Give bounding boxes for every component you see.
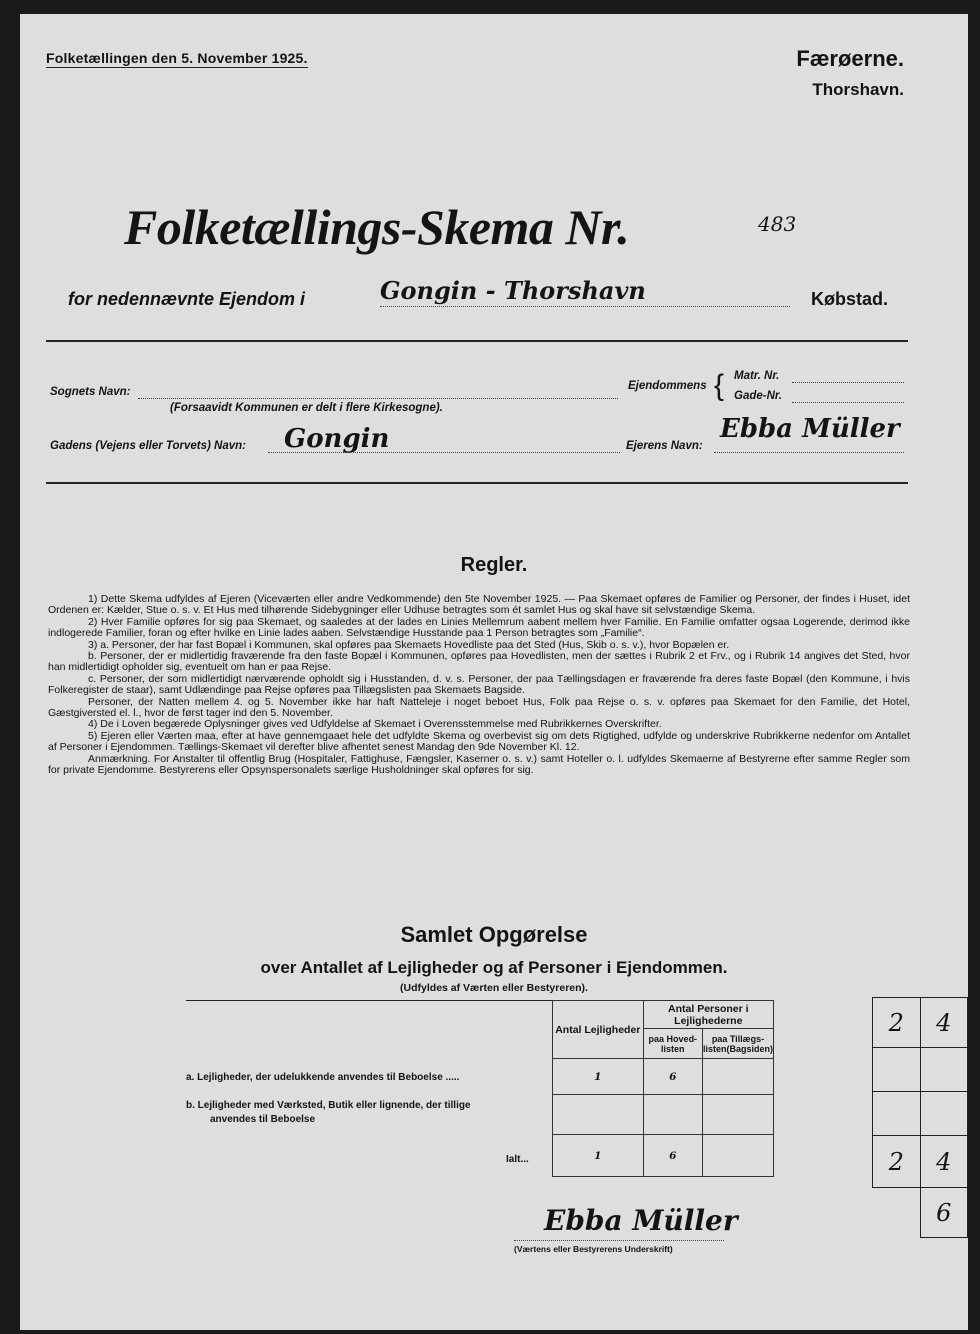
rule-paragraph: Anmærkning. For Anstalter til offentlig Brug (Hospitaler, Fattighuse, Fængsler, Kaserner o. s. v.) samt Hoteller o. l. udfyldes Skemaerne af Bestyrerne efter samme Regler som for private Ejendomme. Bestyrerens eller Opsynspersonalets særlige Husholdninger skal opføres for sig. [48, 752, 910, 777]
total-tillaeg-cell[interactable] [703, 1135, 774, 1177]
summary-table [552, 1000, 774, 1177]
rule-paragraph: 2) Hver Familie opføres for sig paa Skemaet, og saaledes at der lades en Linies Mellemrum aabent mellem hver Familie. En Familie omfatter ogsaa Logerende, derimod ikke indlogerede Familier, foran og efter hvilke en Linie lades aaben. Selvstændige Husstande paa 1 Person betragtes som „Familie“. [48, 615, 910, 640]
divider-top [46, 340, 908, 342]
street-value: Gongin [284, 424, 390, 454]
tally-r3c2 [920, 1092, 968, 1136]
rule-paragraph: 5) Ejeren eller Værten maa, efter at have gennemgaaet hele det udfyldte Skema og overbevist sig om dets Rigtighed, udfylde og underskrive Rubrikkerne nedenfor om Antallet af Personer i Ejendommen. Tællings-Skemaet vil derefter blive afhentet senest Mandag den 9de November Kl. 12. [48, 729, 910, 754]
rule-paragraph: 3) a. Personer, der har fast Bopæl i Kommunen, skal opføres paa Skemaets Hovedliste paa det Sted (Hus, Skib o. s. v.), hvor Bopælen er. [88, 638, 730, 651]
b-tillaeg-cell[interactable] [703, 1095, 774, 1135]
property-place: Gongin - Thorshavn [380, 276, 646, 305]
kobstad-label: Købstad. [810, 289, 888, 309]
col-antal-header: Antal Lejligheder [553, 1001, 644, 1059]
matr-field[interactable] [792, 382, 904, 383]
divider-mid [46, 482, 908, 484]
summary-note: (Udfyldes af Værten eller Bestyreren). [400, 982, 588, 994]
col-personer-header: Antal Personer i Lejlighederne [643, 1001, 773, 1029]
form-title: Folketællings-Skema Nr. [124, 199, 630, 255]
a-hoved-cell[interactable]: 6 [643, 1059, 702, 1095]
parish-label: Sognets Navn: [50, 386, 131, 398]
rules-text [48, 594, 910, 777]
street-label: Gadens (Vejens eller Torvets) Navn: [50, 440, 246, 452]
tally-r5c1 [873, 1188, 921, 1238]
b-hoved-cell[interactable] [643, 1095, 702, 1135]
parish-note: (Forsaavidt Kommunen er delt i flere Kirkesogne). [170, 402, 443, 414]
signature-line [514, 1240, 724, 1241]
owner-field[interactable] [714, 452, 904, 453]
row-a-label: a. Lejligheder, der udelukkende anvendes til Beboelse ..... [186, 1072, 460, 1083]
tally-r4c2: 4 [920, 1136, 968, 1188]
parish-field[interactable] [138, 398, 618, 399]
row-b-label: b. Lejligheder med Værksted, Butik eller lignende, der tillige [186, 1100, 471, 1111]
signature: Ebba Müller [544, 1204, 738, 1237]
a-antal-cell[interactable]: 1 [553, 1059, 644, 1095]
owner-label: Ejerens Navn: [626, 440, 703, 452]
tally-r4c1: 2 [873, 1136, 921, 1188]
gade-label: Gade-Nr. [734, 390, 782, 402]
row-b-label-cont: anvendes til Beboelse [210, 1114, 316, 1125]
signature-caption: (Værtens eller Bestyrerens Underskrift) [514, 1244, 673, 1254]
rule-paragraph: b. Personer, der er midlertidig fraværende fra den faste Bopæl i Kommunen, opføres paa Hovedlisten, men der sættes i Rubrik 2 et Frv., og i Rubrik 14 angives det Sted, hvor han midlertidigt opholder sig, eventuelt om han er paa Rejse. [48, 650, 910, 674]
b-antal-cell[interactable] [553, 1095, 644, 1135]
street-field[interactable] [268, 452, 620, 453]
census-date-header: Folketællingen den 5. November 1925. [46, 50, 308, 66]
owner-value: Ebba Müller [720, 414, 900, 444]
brace: { [714, 369, 725, 402]
tally-r2c2 [920, 1048, 968, 1092]
rule-paragraph: 1) Dette Skema udfyldes af Ejeren (Viceværten eller andre Vedkommende) den 5te November 1925. — Paa Skemaet opføres de Familier og Personer, der findes i Huset, idet Ordenen er: Kælder, Stue o. s. v. Et Hus med tilhørende Sidebygninger eller Udhuse betragtes som ét samlet Hus og skal have sit selvstændige Skema. [48, 593, 910, 617]
region-label: Færøerne. [796, 46, 904, 71]
form-number: 483 [758, 212, 797, 236]
col-tillaeg-header: paa Tillægs-listen(Bagsiden) [703, 1029, 774, 1059]
total-antal-cell[interactable]: 1 [553, 1135, 644, 1177]
tally-r1c2: 4 [920, 998, 968, 1048]
town-label: Thorshavn. [812, 80, 904, 99]
matr-label: Matr. Nr. [734, 370, 780, 382]
summary-subtitle: over Antallet af Lejligheder og af Personer i Ejendommen. [260, 958, 728, 977]
tally-r2c1 [873, 1048, 921, 1092]
total-hoved-cell[interactable]: 6 [643, 1135, 702, 1177]
row-total-label: Ialt... [506, 1154, 529, 1165]
gade-field[interactable] [792, 402, 904, 403]
rule-paragraph: 4) De i Loven begærede Oplysninger gives ved Udfyldelse af Skemaet i Overensstemmelse med Rubrikkernes Overskrifter. [88, 718, 662, 731]
property-label: Ejendommens [628, 380, 707, 392]
a-tillaeg-cell[interactable] [703, 1059, 774, 1095]
margin-tally-box [872, 997, 968, 1238]
property-line-label: for nedennævnte Ejendom i [68, 289, 306, 309]
tally-r3c1 [873, 1092, 921, 1136]
summary-title: Samlet Opgørelse [400, 922, 588, 947]
census-form [20, 14, 968, 1330]
tally-r5c2: 6 [920, 1188, 968, 1238]
rules-heading: Regler. [460, 554, 528, 576]
col-hoved-header: paa Hoved-listen [643, 1029, 702, 1059]
rule-paragraph: Personer, der Natten mellem 4. og 5. November ikke har haft Natteleje i noget beboet Hus, Folk paa Rejse o. s. v. opføres paa Skemaet for den Familie, det Hotel, Gæstgiversted el. l., hvor de først tager ind den 5. November. [48, 695, 910, 720]
rule-paragraph: c. Personer, der som midlertidigt nærværende opholdt sig i Husstanden, d. v. s. Personer, der paa Tællingsdagen er fraværende fra deres faste Bopæl (den Kommune, i hvis Folkeregister de staar), samt Udlændinge paa Rejse opføres paa Tillægslisten paa Skemaets Bagside. [48, 672, 910, 697]
property-place-line [380, 306, 790, 307]
tally-r1c1: 2 [873, 998, 921, 1048]
